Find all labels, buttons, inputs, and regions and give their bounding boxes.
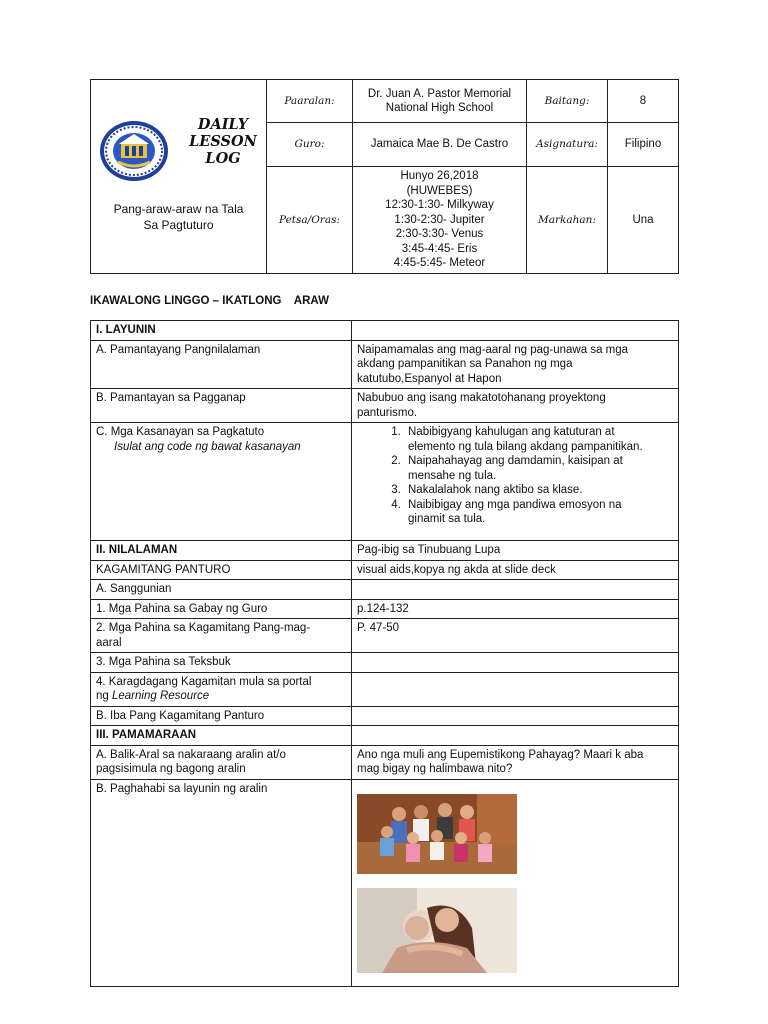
empty-cell [352,580,679,600]
kagamitang-mag-aaral-label: 2. Mga Pahina sa Kagamitang Pang-mag- aaral [91,619,352,653]
petsa-value: Hunyo 26,2018 (HUWEBES) 12:30-1:30- Milkyway 1:30-2:30- Jupiter 2:30-3:30- Venus 3:45-4:45- Eris 4:45-5:45- Meteor [353,167,527,274]
list-item: 2. Naipahahayag ang damdamin, kaisipan at mensahe ng tula. [404,454,673,483]
balik-aral-value: Ano nga muli ang Eupemistikong Pahayag? Maari k aba mag bigay ng halimbawa nito? [352,745,679,779]
pamantayan-pagganap-value: Nabubuo ang isang makatotohanang proyektong panturismo. [352,389,679,423]
kasanayan-list-cell [352,423,679,541]
asignatura-value: Filipino [608,123,679,167]
guro-value: Jamaica Mae B. De Castro [353,123,527,167]
kasanayan-label: C. Mga Kasanayan sa Pagkatuto Isulat ang code ng bawat kasanayan [91,423,352,541]
photos-cell [352,779,679,986]
kagamitang-mag-aaral-value: P. 47-50 [352,619,679,653]
schedule-line: 2:30-3:30- Venus [395,228,484,240]
empty-cell [352,653,679,673]
teksbuk-label: 3. Mga Pahina sa Teksbuk [91,653,352,673]
sanggunian-label: A. Sanggunian [91,580,352,600]
petsa-label: Petsa/Oras: [267,167,353,274]
pamantayang-pangnilalaman-label: A. Pamantayang Pangnilalaman [91,340,352,389]
pamamaraan-heading: III. PAMAMARAAN [91,726,352,746]
balik-aral-label: A. Balik-Aral sa nakaraang aralin at/o pagsisimula ng bagong aralin [91,745,352,779]
daily-lesson-log-title: DAILY LESSON LOG [189,116,257,167]
header-table [90,79,679,274]
gabay-value: p.124-132 [352,599,679,619]
family-group-photo [357,794,517,874]
empty-cell [352,726,679,746]
list-item: 1. Nabibigyang kahulugan ang katuturan at elemento ng tula bilang akdang pampanitikan. [404,425,673,454]
karagdagang-kagamitan-label: 4. Karagdagang Kagamitan mula sa portal ng Learning Resource [91,672,352,706]
pamantayang-pangnilalaman-value: Naipamamalas ang mag-aaral ng pag-unawa sa mga akdang pampanitikan sa Panahon ng mga katutubo,Espanyol at Hapon [352,340,679,389]
layunin-heading: I. LAYUNIN [91,321,352,341]
mother-daughter-hug-photo [357,888,517,973]
guro-label: Guro: [267,123,353,167]
paaralan-label: Paaralan: [267,80,353,123]
lesson-log-subtitle: Pang-araw-araw na Tala Sa Pagtuturo [113,202,244,232]
gabay-label: 1. Mga Pahina sa Gabay ng Guro [91,599,352,619]
paaralan-value: Dr. Juan A. Pastor Memorial National High School [353,80,527,123]
nilalaman-value: Pag-ibig sa Tinubuang Lupa [352,541,679,561]
schedule-line: 4:45-5:45- Meteor [393,257,486,269]
list-item: 4. Naibibigay ang mga pandiwa emosyon na ginamit sa tula. [404,498,673,527]
schedule-line: 3:45-4:45- Eris [401,242,478,255]
school-seal [99,120,169,187]
paghahabi-label: B. Paghahabi sa layunin ng aralin [91,779,352,986]
kagamitang-panturo-value: visual aids,kopya ng akda at slide deck [352,560,679,580]
baitang-value: 8 [608,80,679,123]
baitang-label: Baitang: [527,80,608,123]
list-item: 3. Nakalalahok nang aktibo sa klase. [404,483,673,498]
nilalaman-heading: II. NILALAMAN [91,541,352,561]
schedule-line: 1:30-2:30- Jupiter [394,213,485,226]
asignatura-label: Asignatura: [527,123,608,167]
kagamitang-panturo-label: KAGAMITANG PANTURO [91,560,352,580]
markahan-label: Markahan: [527,167,608,274]
pamantayan-pagganap-label: B. Pamantayan sa Pagganap [91,389,352,423]
iba-pang-kagamitan-label: B. Iba Pang Kagamitang Panturo [91,706,352,726]
kasanayan-note: Isulat ang code ng bawat kasanayan [114,440,301,453]
empty-cell [352,672,679,706]
markahan-value: Una [608,167,679,274]
empty-cell [352,321,679,341]
empty-cell [352,706,679,726]
logo-cell [91,80,267,274]
kasanayan-list [357,425,673,527]
lesson-table [90,320,679,987]
week-heading: IKAWALONG LINGGO – IKATLONG ARAW [90,295,329,307]
schedule-line: 12:30-1:30- Milkyway [385,199,494,211]
